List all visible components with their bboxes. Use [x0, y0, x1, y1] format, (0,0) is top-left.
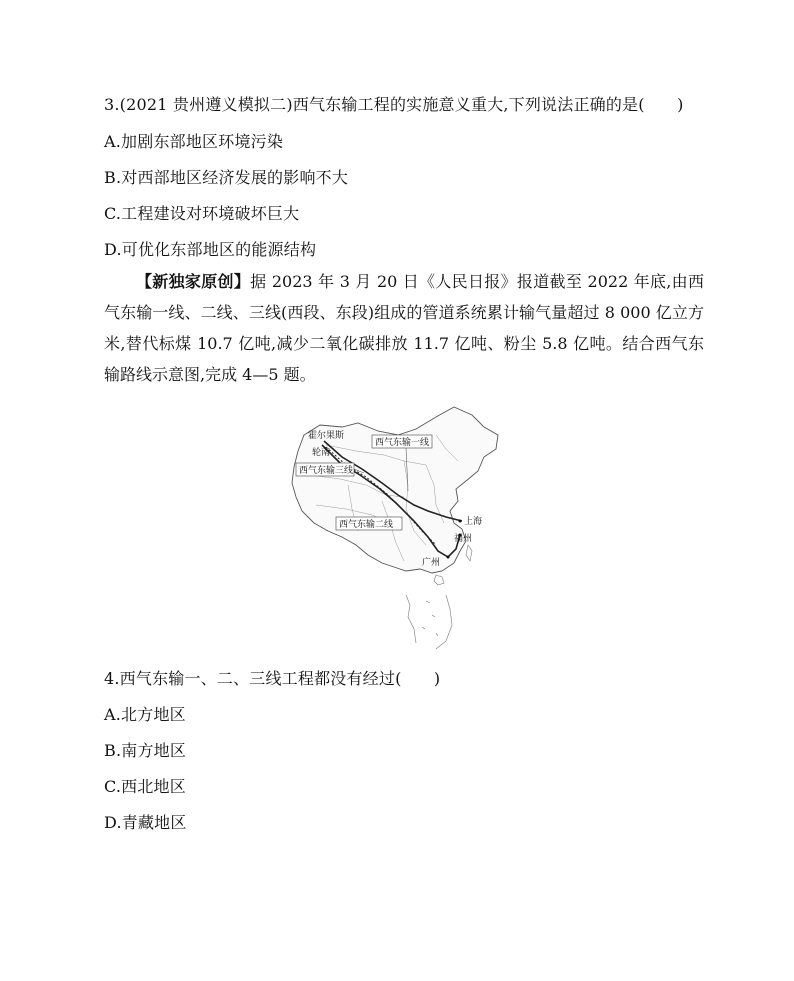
q3-option-c: C.工程建设对环境破坏巨大: [104, 204, 300, 223]
q4-option-a: A.北方地区: [104, 705, 186, 724]
label-fuzhou: 福州: [454, 534, 473, 544]
label-line2: 西气东输二线: [339, 520, 394, 530]
label-line1: 西气东输一线: [375, 438, 430, 448]
q4-option-b: B.南方地区: [104, 741, 187, 760]
q3-stem: 3.(2021 贵州遵义模拟二)西气东输工程的实施意义重大,下列说法正确的是( ): [104, 95, 684, 114]
intro-text: 据 2023 年 3 月 20 日《人民日报》报道截至 2022 年底,由西气东输一线、二线、三线(西段、东段)组成的管道系统累计输气量超过 8 000 亿立方米,替代标煤 10.7 亿吨,减少二氧化碳排放 11.7 亿吨、粉尘 5.8 亿吨。结合西气东输路线示意图,完成 4—5 题。: [104, 272, 704, 384]
q4-stem: 4.西气东输一、二、三线工程都没有经过( ): [104, 669, 441, 688]
west-east-gas-pipeline-map: [286, 405, 524, 655]
label-shanghai: 上海: [464, 517, 483, 527]
intro-paragraph: [104, 266, 704, 390]
q3-option-d: D.可优化东部地区的能源结构: [104, 240, 317, 259]
q3-option-a: A.加剧东部地区环境污染: [104, 132, 284, 151]
q3-option-b: B.对西部地区经济发展的影响不大: [104, 168, 349, 187]
q4-option-c: C.西北地区: [104, 777, 186, 796]
label-khorgos: 霍尔果斯: [308, 431, 345, 441]
label-lunnan: 轮南: [312, 448, 331, 458]
intro-tag: 【新独家原创】: [136, 272, 251, 291]
label-guangzhou: 广州: [422, 558, 441, 568]
label-line3: 西气东输三线: [299, 466, 354, 476]
q4-option-d: D.青藏地区: [104, 813, 187, 832]
